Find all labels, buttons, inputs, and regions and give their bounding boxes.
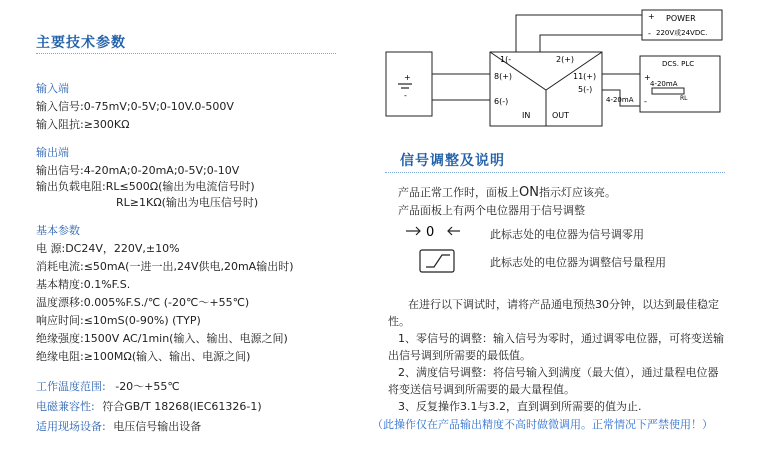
param-key: 适用现场设备: xyxy=(36,420,106,433)
term-6: 6(-) xyxy=(494,97,509,106)
param-value: 符合GB/T 18268(IEC61326-1) xyxy=(102,400,262,413)
output-load-line: 输出负载电阻:RL≤500Ω(输出为电流信号时) xyxy=(36,180,255,193)
intro-pot-line: 产品面板上有两个电位器用于信号调整 xyxy=(398,204,585,217)
param-key: 工作温度范围: xyxy=(36,380,106,393)
basic-heading: 基本参数 xyxy=(36,224,80,237)
para-zero-adjust: 1、零信号的调整：输入信号为零时，通过调零电位器，可将变送输出信号调到所需要的最低值。 xyxy=(388,332,724,362)
power-plus: + xyxy=(648,12,655,21)
zero-desc: 此标志处的电位器为信号调零用 xyxy=(490,228,644,241)
term-8: 8(+) xyxy=(494,72,513,81)
para-repeat: 3、反复操作3.1与3.2，直到调到所需要的值为止. xyxy=(398,400,642,413)
right-section-title: 信号调整及说明 xyxy=(400,153,505,169)
span-symbol-icon xyxy=(418,247,458,275)
term-1: 1(- xyxy=(500,55,512,64)
power-wire-plus xyxy=(516,15,642,52)
wiring-diagram xyxy=(380,0,760,135)
basic-line-insulation-resistance: 绝缘电阻:≥100MΩ(输入、输出、电源之间) xyxy=(36,350,251,363)
span-desc: 此标志处的电位器为调整信号量程用 xyxy=(490,256,666,269)
zero-symbol-icon xyxy=(406,221,462,241)
term-2: 2(+) xyxy=(556,55,575,64)
output-load-voltage-line: RL≥1KΩ(输出为电压信号时) xyxy=(116,196,259,209)
out-range: 4-20mA xyxy=(606,96,634,104)
dcs-minus: - xyxy=(644,97,647,106)
basic-line-current: 消耗电流:≤50mA(一进一出,24V供电,20mA输出时) xyxy=(36,260,294,273)
rl-resistor xyxy=(652,88,684,94)
intro-on-pre: 产品正常工作时，面板上 xyxy=(398,186,519,199)
param-value: -20～+55℃ xyxy=(115,380,180,393)
power-value: 220V或24VDC. xyxy=(656,29,708,37)
param-value: 电压信号输出设备 xyxy=(113,420,202,433)
right-title-divider xyxy=(385,172,725,173)
output-heading: 输出端 xyxy=(36,146,69,159)
param-field-devices xyxy=(36,418,201,434)
input-plus: + xyxy=(404,73,411,82)
intro-on-post: 指示灯应该亮。 xyxy=(538,186,616,199)
input-impedance-line: 输入阻抗:≥300KΩ xyxy=(36,118,130,131)
input-signal-line: 输入信号:0-75mV;0-5V;0-10V.0-500V xyxy=(36,100,234,113)
param-key: 电磁兼容性: xyxy=(36,400,95,413)
basic-line-insulation-strength: 绝缘强度:1500V AC/1min(输入、输出、电源之间) xyxy=(36,332,288,345)
basic-line-drift: 温度漂移:0.005%F.S./℃ (-20℃～+55℃) xyxy=(36,296,250,309)
basic-line-power: 电 源:DC24V，220V,±10% xyxy=(36,242,180,255)
input-minus: - xyxy=(404,91,407,100)
warning-note: （此操作仅在产品输出精度不高时做微调用。正常情况下严禁使用！） xyxy=(372,418,713,431)
term-5: 5(-) xyxy=(578,85,593,94)
para-span-adjust: 2、满度信号调整：将信号输入到满度（最大值），通过量程电位器将变送信号调到所需要的最大量程值。 xyxy=(388,366,719,396)
term-11: 11(+) xyxy=(573,72,597,81)
power-wire-minus xyxy=(540,35,642,52)
out-label: OUT xyxy=(552,111,570,120)
rl-label: RL xyxy=(680,95,688,102)
svg-text:0: 0 xyxy=(426,225,435,240)
left-section-title: 主要技术参数 xyxy=(36,35,126,51)
dcs-range: 4-20mA xyxy=(650,80,678,88)
basic-line-response: 响应时间:≤10mS(0-90%) (TYP) xyxy=(36,314,201,327)
in-label: IN xyxy=(522,111,531,120)
power-minus: - xyxy=(648,29,651,38)
input-heading: 输入端 xyxy=(36,82,69,95)
output-signal-line: 输出信号:4-20mA;0-20mA;0-5V;0-10V xyxy=(36,164,240,177)
dcs-plus: + xyxy=(644,73,651,82)
power-label: POWER xyxy=(666,14,696,23)
left-title-divider xyxy=(36,53,336,54)
para-preheat: 在进行以下调试时，请将产品通电预热30分钟，以达到最佳稳定性。 xyxy=(388,298,719,328)
intro-on-line xyxy=(398,184,616,200)
dcs-label: DCS. PLC xyxy=(662,60,695,68)
param-operating-temp xyxy=(36,378,180,394)
param-emc xyxy=(36,398,262,414)
basic-line-accuracy: 基本精度:0.1%F.S. xyxy=(36,278,131,291)
on-indicator-text: ON xyxy=(519,185,539,200)
